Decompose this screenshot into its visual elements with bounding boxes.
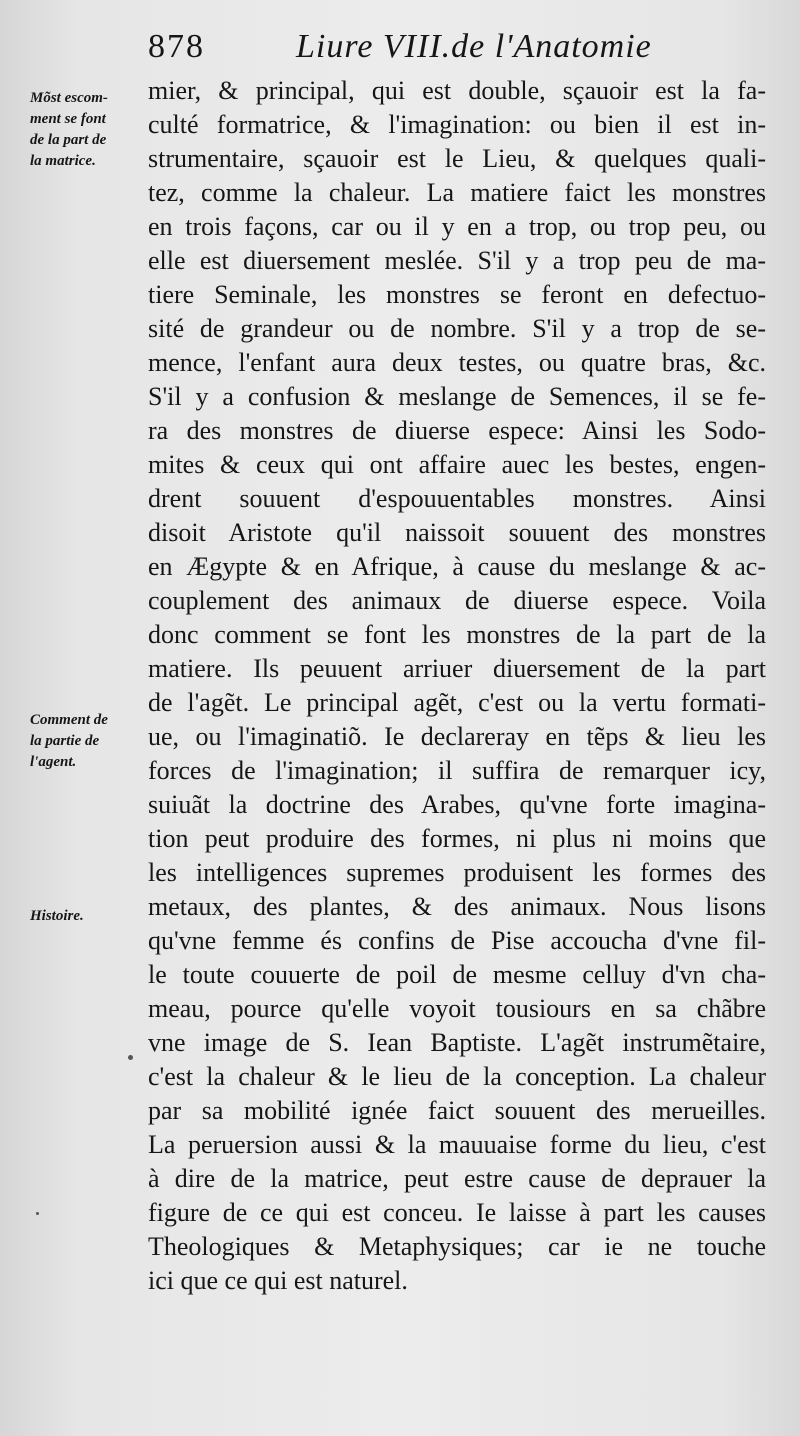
ink-speck — [128, 1055, 133, 1060]
text-line: drent souuent d'espouuentables monstres. Ainsi — [148, 484, 766, 513]
text-line: forces de l'imagination; il suffira de remarquer icy, — [148, 756, 766, 785]
margin-note-histoire — [30, 906, 148, 927]
margin-note-line: la partie de — [30, 733, 100, 749]
body-text — [148, 74, 766, 1298]
margin-note-line: l'agent. — [30, 754, 77, 770]
text-line: le toute couuerte de poil de mesme celluy d'vn cha- — [148, 960, 766, 989]
page-number: 878 — [148, 28, 205, 65]
text-line: tez, comme la chaleur. La matiere faict les monstres — [148, 178, 766, 207]
margin-note-line: de la part de — [30, 132, 107, 148]
text-line: mites & ceux qui ont affaire auec les bestes, engen- — [148, 450, 766, 479]
text-line: S'il y a confusion & meslange de Semences, il se fe- — [148, 382, 766, 411]
text-line: Theologiques & Metaphysiques; car ie ne touche — [148, 1232, 766, 1261]
text-line: mier, & principal, qui est double, sçauoir est la fa- — [148, 76, 766, 105]
margin-note-line: Mõst escom- — [30, 90, 108, 106]
text-line: strumentaire, sçauoir est le Lieu, & quelques quali- — [148, 144, 766, 173]
text-line: tiere Seminale, les monstres se feront en defectuo- — [148, 280, 766, 309]
text-line: par sa mobilité ignée faict souuent des merueilles. — [148, 1096, 766, 1125]
text-line: tion peut produire des formes, ni plus ni moins que — [148, 824, 766, 853]
text-line: ici que ce qui est naturel. — [148, 1266, 408, 1295]
page-header — [148, 28, 768, 78]
text-line: à dire de la matrice, peut estre cause de deprauer la — [148, 1164, 766, 1193]
text-line: La peruersion aussi & la mauuaise forme du lieu, c'est — [148, 1130, 766, 1159]
text-line: sité de grandeur ou de nombre. S'il y a trop de se- — [148, 314, 766, 343]
text-line: c'est la chaleur & le lieu de la conception. La chaleur — [148, 1062, 766, 1091]
text-line: meau, pource qu'elle voyoit tousiours en sa chãbre — [148, 994, 766, 1023]
text-line: elle est diuersement meslée. S'il y a trop peu de ma- — [148, 246, 766, 275]
text-line: ue, ou l'imaginatiõ. Ie declareray en tẽps & lieu les — [148, 722, 766, 751]
text-line: en Ægypte & en Afrique, à cause du meslange & ac- — [148, 552, 766, 581]
text-line: les intelligences supremes produisent les formes des — [148, 858, 766, 887]
margin-note-monstres — [30, 88, 148, 172]
margin-note-line: la matrice. — [30, 153, 96, 169]
text-line: donc comment se font les monstres de la part de la — [148, 620, 766, 649]
text-line: matiere. Ils peuuent arriuer diuersement de la part — [148, 654, 766, 683]
margin-note-line: Histoire. — [30, 908, 84, 924]
text-line: disoit Aristote qu'il naissoit souuent des monstres — [148, 518, 766, 547]
text-line: suiuãt la doctrine des Arabes, qu'vne forte imagina- — [148, 790, 766, 819]
text-line: metaux, des plantes, & des animaux. Nous lisons — [148, 892, 766, 921]
text-line: vne image de S. Iean Baptiste. L'agẽt instrumẽtaire, — [148, 1028, 766, 1057]
margin-note-line: Comment de — [30, 712, 108, 728]
text-line: qu'vne femme és confins de Pise accoucha d'vne fil- — [148, 926, 766, 955]
text-line: figure de ce qui est conceu. Ie laisse à part les causes — [148, 1198, 766, 1227]
text-line: ra des monstres de diuerse espece: Ainsi les Sodo- — [148, 416, 766, 445]
text-line: en trois façons, car ou il y en a trop, ou trop peu, ou — [148, 212, 766, 241]
text-line: culté formatrice, & l'imagination: ou bien il est in- — [148, 110, 766, 139]
running-title: Liure VIII.de l'Anatomie — [296, 28, 652, 65]
text-line: mence, l'enfant aura deux testes, ou quatre bras, &c. — [148, 348, 766, 377]
margin-note-agent — [30, 710, 148, 773]
text-line: couplement des animaux de diuerse espece. Voila — [148, 586, 766, 615]
text-line: de l'agẽt. Le principal agẽt, c'est ou la vertu formati- — [148, 688, 766, 717]
margin-note-line: ment se font — [30, 111, 106, 127]
ink-speck — [36, 1212, 39, 1215]
